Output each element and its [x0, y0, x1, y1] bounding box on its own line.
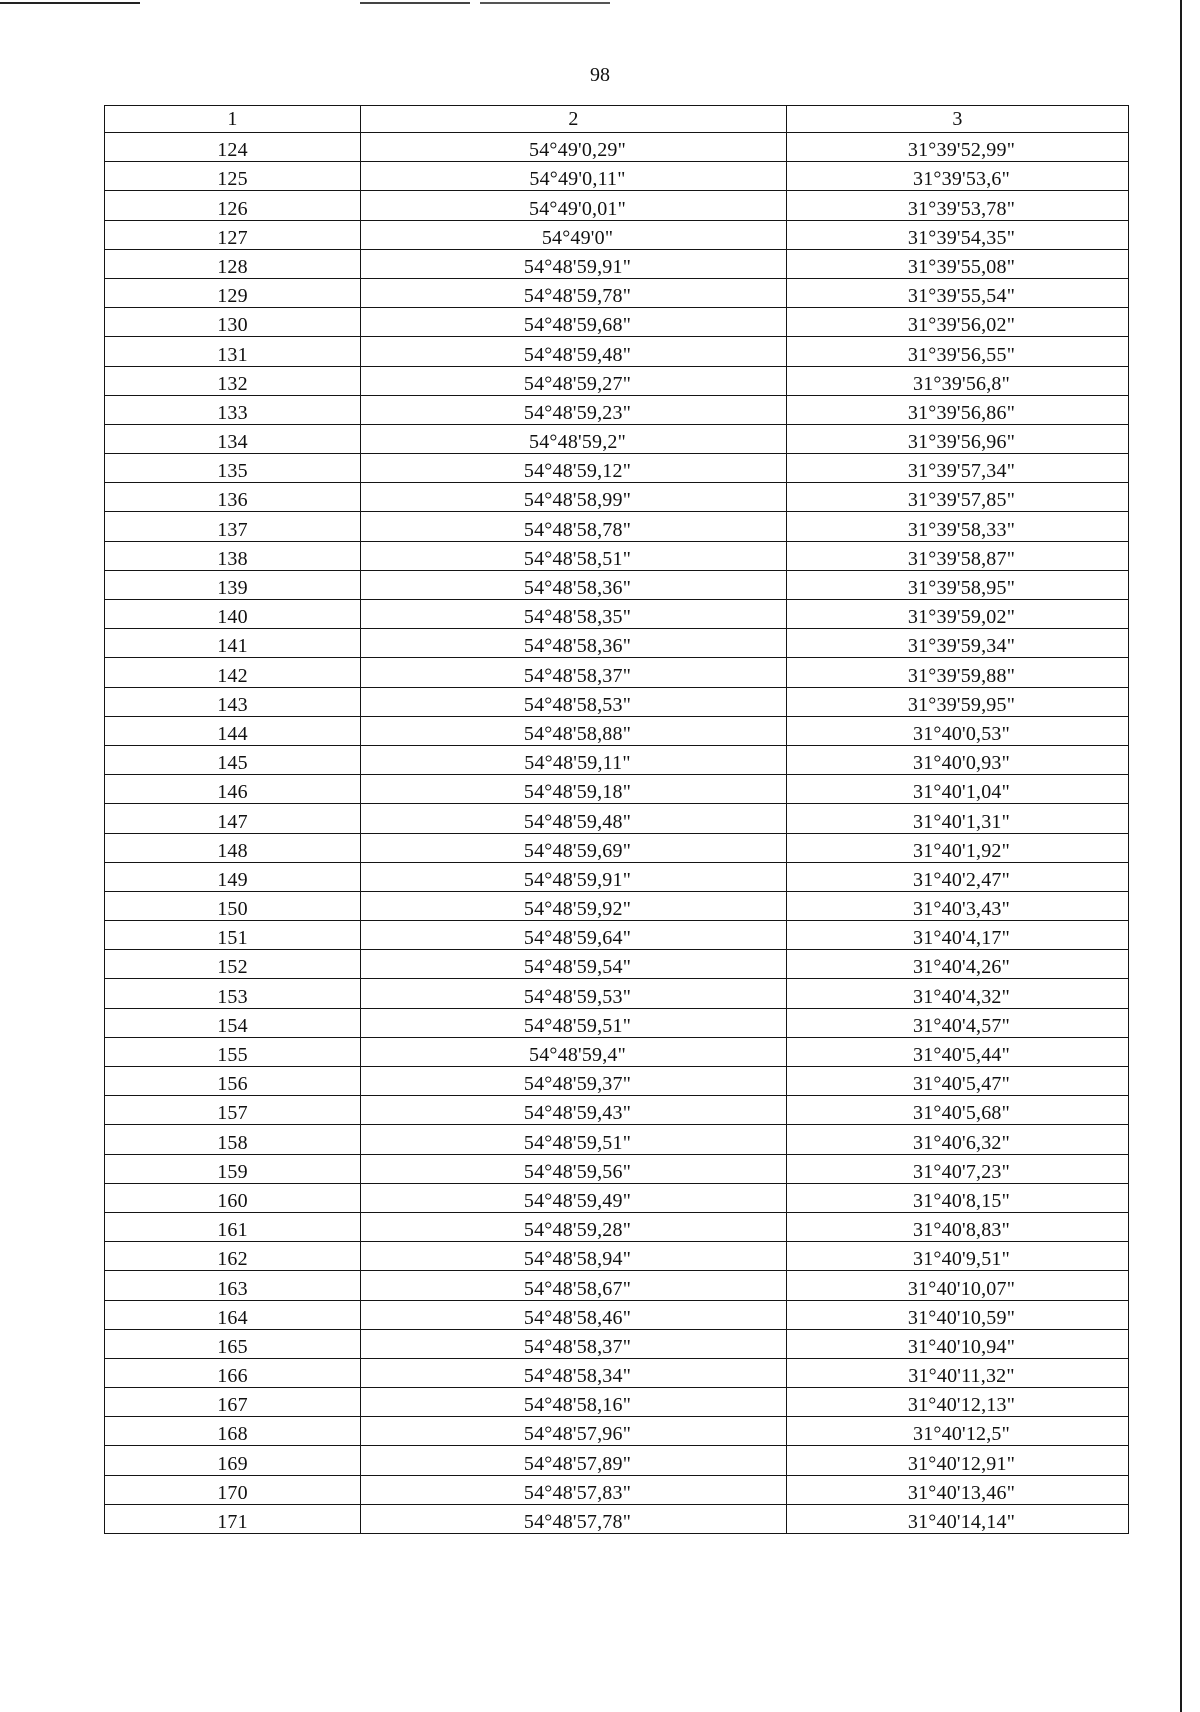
table-row	[105, 979, 1129, 1008]
point-number-cell: 163	[105, 1271, 361, 1300]
latitude-cell: 54°48'59,68"	[361, 308, 787, 337]
point-number-cell: 140	[105, 600, 361, 629]
table-row	[105, 1388, 1129, 1417]
table-row	[105, 1358, 1129, 1387]
table-row	[105, 424, 1129, 453]
latitude-cell: 54°48'59,69"	[361, 833, 787, 862]
latitude-cell: 54°48'59,23"	[361, 395, 787, 424]
latitude-cell: 54°48'58,88"	[361, 716, 787, 745]
point-number-cell: 161	[105, 1212, 361, 1241]
longitude-cell: 31°39'53,6"	[787, 162, 1129, 191]
scan-edge-line-right	[1180, 0, 1182, 1712]
longitude-cell: 31°39'56,55"	[787, 337, 1129, 366]
longitude-cell: 31°40'12,5"	[787, 1417, 1129, 1446]
point-number-cell: 146	[105, 775, 361, 804]
table-row	[105, 337, 1129, 366]
longitude-cell: 31°40'12,13"	[787, 1388, 1129, 1417]
point-number-cell: 142	[105, 658, 361, 687]
point-number-cell: 152	[105, 950, 361, 979]
longitude-cell: 31°40'13,46"	[787, 1475, 1129, 1504]
latitude-cell: 54°48'58,37"	[361, 1329, 787, 1358]
point-number-cell: 155	[105, 1037, 361, 1066]
longitude-cell: 31°40'0,93"	[787, 745, 1129, 774]
table-row	[105, 1212, 1129, 1241]
longitude-cell: 31°40'8,83"	[787, 1212, 1129, 1241]
longitude-cell: 31°39'55,54"	[787, 278, 1129, 307]
longitude-cell: 31°39'56,86"	[787, 395, 1129, 424]
table-header	[105, 106, 1129, 133]
longitude-cell: 31°40'4,57"	[787, 1008, 1129, 1037]
longitude-cell: 31°40'10,59"	[787, 1300, 1129, 1329]
point-number-cell: 145	[105, 745, 361, 774]
point-number-cell: 166	[105, 1358, 361, 1387]
longitude-cell: 31°39'57,34"	[787, 454, 1129, 483]
table-row	[105, 1096, 1129, 1125]
latitude-cell: 54°48'59,12"	[361, 454, 787, 483]
longitude-cell: 31°40'10,94"	[787, 1329, 1129, 1358]
longitude-cell: 31°39'54,35"	[787, 220, 1129, 249]
table-row	[105, 162, 1129, 191]
table-row	[105, 1271, 1129, 1300]
latitude-cell: 54°48'59,56"	[361, 1154, 787, 1183]
point-number-cell: 139	[105, 570, 361, 599]
latitude-cell: 54°48'58,16"	[361, 1388, 787, 1417]
point-number-cell: 124	[105, 133, 361, 162]
point-number-cell: 168	[105, 1417, 361, 1446]
page-number: 98	[590, 64, 610, 86]
latitude-cell: 54°48'59,11"	[361, 745, 787, 774]
longitude-cell: 31°40'10,07"	[787, 1271, 1129, 1300]
latitude-cell: 54°48'59,4"	[361, 1037, 787, 1066]
longitude-cell: 31°39'58,87"	[787, 541, 1129, 570]
table-row	[105, 1504, 1129, 1533]
longitude-cell: 31°39'58,95"	[787, 570, 1129, 599]
latitude-cell: 54°48'58,34"	[361, 1358, 787, 1387]
longitude-cell: 31°40'4,32"	[787, 979, 1129, 1008]
longitude-cell: 31°39'57,85"	[787, 483, 1129, 512]
latitude-cell: 54°48'58,46"	[361, 1300, 787, 1329]
latitude-cell: 54°48'58,51"	[361, 541, 787, 570]
table-row	[105, 395, 1129, 424]
table-row	[105, 1037, 1129, 1066]
latitude-cell: 54°48'58,37"	[361, 658, 787, 687]
longitude-cell: 31°40'5,44"	[787, 1037, 1129, 1066]
point-number-cell: 147	[105, 804, 361, 833]
table-row	[105, 278, 1129, 307]
longitude-cell: 31°39'56,96"	[787, 424, 1129, 453]
table-row	[105, 1475, 1129, 1504]
point-number-cell: 129	[105, 278, 361, 307]
table-row	[105, 745, 1129, 774]
latitude-cell: 54°48'57,96"	[361, 1417, 787, 1446]
table-row	[105, 512, 1129, 541]
latitude-cell: 54°48'59,2"	[361, 424, 787, 453]
latitude-cell: 54°48'59,49"	[361, 1183, 787, 1212]
longitude-cell: 31°40'8,15"	[787, 1183, 1129, 1212]
latitude-cell: 54°48'58,78"	[361, 512, 787, 541]
point-number-cell: 128	[105, 249, 361, 278]
latitude-cell: 54°48'59,64"	[361, 921, 787, 950]
point-number-cell: 169	[105, 1446, 361, 1475]
latitude-cell: 54°48'59,37"	[361, 1067, 787, 1096]
latitude-cell: 54°48'57,89"	[361, 1446, 787, 1475]
longitude-cell: 31°40'9,51"	[787, 1242, 1129, 1271]
header-col-2: 2	[361, 106, 787, 133]
point-number-cell: 171	[105, 1504, 361, 1533]
point-number-cell: 162	[105, 1242, 361, 1271]
table-row	[105, 191, 1129, 220]
table-row	[105, 308, 1129, 337]
longitude-cell: 31°39'52,99"	[787, 133, 1129, 162]
point-number-cell: 133	[105, 395, 361, 424]
latitude-cell: 54°48'59,48"	[361, 804, 787, 833]
longitude-cell: 31°39'59,34"	[787, 629, 1129, 658]
table-row	[105, 1183, 1129, 1212]
point-number-cell: 150	[105, 891, 361, 920]
table-row	[105, 687, 1129, 716]
point-number-cell: 160	[105, 1183, 361, 1212]
latitude-cell: 54°48'58,36"	[361, 570, 787, 599]
table-row	[105, 921, 1129, 950]
latitude-cell: 54°48'59,27"	[361, 366, 787, 395]
longitude-cell: 31°40'2,47"	[787, 862, 1129, 891]
longitude-cell: 31°40'6,32"	[787, 1125, 1129, 1154]
point-number-cell: 131	[105, 337, 361, 366]
longitude-cell: 31°40'5,47"	[787, 1067, 1129, 1096]
point-number-cell: 157	[105, 1096, 361, 1125]
longitude-cell: 31°39'56,8"	[787, 366, 1129, 395]
longitude-cell: 31°40'4,17"	[787, 921, 1129, 950]
table-row	[105, 804, 1129, 833]
latitude-cell: 54°48'58,53"	[361, 687, 787, 716]
longitude-cell: 31°39'55,08"	[787, 249, 1129, 278]
point-number-cell: 132	[105, 366, 361, 395]
table-row	[105, 220, 1129, 249]
latitude-cell: 54°48'58,94"	[361, 1242, 787, 1271]
longitude-cell: 31°39'59,88"	[787, 658, 1129, 687]
table-row	[105, 1125, 1129, 1154]
longitude-cell: 31°39'59,02"	[787, 600, 1129, 629]
point-number-cell: 127	[105, 220, 361, 249]
point-number-cell: 167	[105, 1388, 361, 1417]
latitude-cell: 54°48'57,83"	[361, 1475, 787, 1504]
table-row	[105, 570, 1129, 599]
table-row	[105, 454, 1129, 483]
longitude-cell: 31°40'1,31"	[787, 804, 1129, 833]
table-row	[105, 600, 1129, 629]
table-body	[105, 133, 1129, 1534]
point-number-cell: 156	[105, 1067, 361, 1096]
latitude-cell: 54°49'0"	[361, 220, 787, 249]
longitude-cell: 31°39'58,33"	[787, 512, 1129, 541]
table-row	[105, 658, 1129, 687]
latitude-cell: 54°48'59,78"	[361, 278, 787, 307]
header-col-3: 3	[787, 106, 1129, 133]
latitude-cell: 54°49'0,01"	[361, 191, 787, 220]
point-number-cell: 136	[105, 483, 361, 512]
table-row	[105, 483, 1129, 512]
longitude-cell: 31°40'4,26"	[787, 950, 1129, 979]
table-row	[105, 1417, 1129, 1446]
longitude-cell: 31°40'5,68"	[787, 1096, 1129, 1125]
latitude-cell: 54°48'58,67"	[361, 1271, 787, 1300]
point-number-cell: 137	[105, 512, 361, 541]
point-number-cell: 158	[105, 1125, 361, 1154]
latitude-cell: 54°48'59,91"	[361, 249, 787, 278]
latitude-cell: 54°48'59,48"	[361, 337, 787, 366]
scan-edge-mark-top	[0, 2, 620, 4]
longitude-cell: 31°39'56,02"	[787, 308, 1129, 337]
latitude-cell: 54°48'58,99"	[361, 483, 787, 512]
longitude-cell: 31°40'7,23"	[787, 1154, 1129, 1183]
latitude-cell: 54°48'59,92"	[361, 891, 787, 920]
longitude-cell: 31°40'12,91"	[787, 1446, 1129, 1475]
table-row	[105, 366, 1129, 395]
point-number-cell: 130	[105, 308, 361, 337]
point-number-cell: 154	[105, 1008, 361, 1037]
latitude-cell: 54°48'59,51"	[361, 1125, 787, 1154]
point-number-cell: 153	[105, 979, 361, 1008]
table-row	[105, 891, 1129, 920]
table-row	[105, 1329, 1129, 1358]
latitude-cell: 54°48'59,28"	[361, 1212, 787, 1241]
table-row	[105, 1008, 1129, 1037]
longitude-cell: 31°40'1,04"	[787, 775, 1129, 804]
point-number-cell: 151	[105, 921, 361, 950]
point-number-cell: 164	[105, 1300, 361, 1329]
point-number-cell: 149	[105, 862, 361, 891]
latitude-cell: 54°48'59,53"	[361, 979, 787, 1008]
table-row	[105, 775, 1129, 804]
longitude-cell: 31°40'1,92"	[787, 833, 1129, 862]
table-row	[105, 629, 1129, 658]
latitude-cell: 54°49'0,29"	[361, 133, 787, 162]
table-row	[105, 133, 1129, 162]
latitude-cell: 54°48'59,54"	[361, 950, 787, 979]
longitude-cell: 31°40'14,14"	[787, 1504, 1129, 1533]
longitude-cell: 31°39'53,78"	[787, 191, 1129, 220]
longitude-cell: 31°40'0,53"	[787, 716, 1129, 745]
latitude-cell: 54°48'59,18"	[361, 775, 787, 804]
table-row	[105, 1446, 1129, 1475]
latitude-cell: 54°48'59,43"	[361, 1096, 787, 1125]
latitude-cell: 54°48'59,51"	[361, 1008, 787, 1037]
point-number-cell: 148	[105, 833, 361, 862]
coordinates-table-container	[104, 105, 1128, 1534]
point-number-cell: 141	[105, 629, 361, 658]
table-row	[105, 1154, 1129, 1183]
table-row	[105, 541, 1129, 570]
coordinates-table	[104, 105, 1129, 1534]
table-row	[105, 862, 1129, 891]
longitude-cell: 31°40'11,32"	[787, 1358, 1129, 1387]
table-row	[105, 249, 1129, 278]
table-row	[105, 1067, 1129, 1096]
table-row	[105, 833, 1129, 862]
point-number-cell: 126	[105, 191, 361, 220]
point-number-cell: 170	[105, 1475, 361, 1504]
point-number-cell: 125	[105, 162, 361, 191]
point-number-cell: 135	[105, 454, 361, 483]
point-number-cell: 138	[105, 541, 361, 570]
latitude-cell: 54°48'58,35"	[361, 600, 787, 629]
table-row	[105, 1300, 1129, 1329]
latitude-cell: 54°48'57,78"	[361, 1504, 787, 1533]
latitude-cell: 54°48'58,36"	[361, 629, 787, 658]
point-number-cell: 159	[105, 1154, 361, 1183]
table-row	[105, 1242, 1129, 1271]
table-row	[105, 950, 1129, 979]
latitude-cell: 54°48'59,91"	[361, 862, 787, 891]
latitude-cell: 54°49'0,11"	[361, 162, 787, 191]
header-col-1: 1	[105, 106, 361, 133]
longitude-cell: 31°39'59,95"	[787, 687, 1129, 716]
header-row	[105, 106, 1129, 133]
point-number-cell: 144	[105, 716, 361, 745]
table-row	[105, 716, 1129, 745]
point-number-cell: 165	[105, 1329, 361, 1358]
point-number-cell: 143	[105, 687, 361, 716]
longitude-cell: 31°40'3,43"	[787, 891, 1129, 920]
point-number-cell: 134	[105, 424, 361, 453]
